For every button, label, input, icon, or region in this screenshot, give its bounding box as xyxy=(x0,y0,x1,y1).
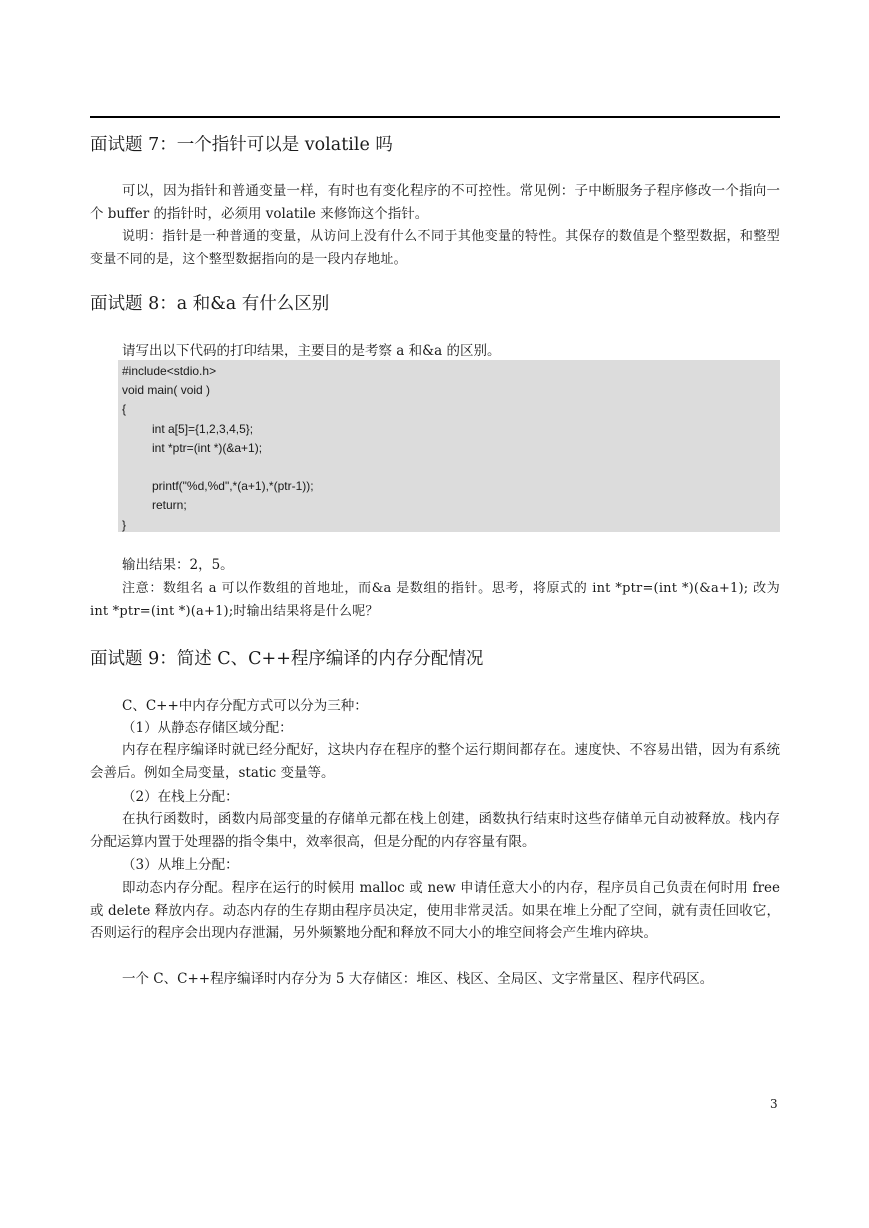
header-rule xyxy=(90,116,780,118)
code-line: { xyxy=(122,402,127,417)
code-line: int a[5]={1,2,3,4,5}; xyxy=(152,421,254,436)
question-9-intro: C、C++中内存分配方式可以分为三种： xyxy=(122,698,368,714)
question-8-title: 面试题 8：a 和&a 有什么区别 xyxy=(90,294,330,314)
section-2-body: 在执行函数时，函数内局部变量的存储单元都在栈上创建，函数执行结束时这些存储单元自动被释放。栈内存分配运算内置于处理器的指令集中，效率很高，但是分配的内存容量有限。 xyxy=(90,811,780,850)
section-2-title: （2）在栈上分配： xyxy=(122,789,239,805)
code-line: void main( void ) xyxy=(122,383,211,398)
question-7-note: 说明：指针是一种普通的变量，从访问上没有什么不同于其他变量的特性。其保存的数值是个整型数据，和整型变量不同的是，这个整型数据指向的是一段内存地址。 xyxy=(90,229,780,267)
question-8-intro: 请写出以下代码的打印结果，主要目的是考察 a 和&a 的区别。 xyxy=(122,343,501,359)
code-block xyxy=(118,360,780,532)
page-number: 3 xyxy=(770,1097,778,1111)
code-blank-line xyxy=(122,458,780,477)
code-line: return; xyxy=(152,498,187,513)
code-line: #include<stdio.h> xyxy=(122,364,217,378)
question-7-title: 面试题 7：一个指针可以是 volatile 吗 xyxy=(90,135,393,155)
question-8-note: 注意：数组名 a 可以作数组的首地址，而&a 是数组的指针。思考，将原式的 int *ptr=(int *)(&a+1); 改为 int *ptr=(int *)(a+1);时输出结果将是什么呢？ xyxy=(90,581,780,619)
section-3-title: （3）从堆上分配： xyxy=(122,857,239,873)
question-8-result: 输出结果：2，5。 xyxy=(122,557,234,573)
section-1-body: 内存在程序编译时就已经分配好，这块内存在程序的整个运行期间都存在。速度快、不容易出错，因为有系统会善后。例如全局变量，static 变量等。 xyxy=(90,742,780,781)
code-line: } xyxy=(122,517,127,532)
question-7-answer: 可以，因为指针和普通变量一样，有时也有变化程序的不可控性。常见例：子中断服务子程序修改一个指向一个 buffer 的指针时，必须用 volatile 来修饰这个指针。 xyxy=(90,183,780,222)
memory-summary: 一个 C、C++程序编译时内存分为 5 大存储区：堆区、栈区、全局区、文字常量区、程序代码区。 xyxy=(122,971,714,987)
section-3-body: 即动态内存分配。程序在运行的时候用 malloc 或 new 申请任意大小的内存，程序员自己负责在何时用 free 或 delete 释放内存。动态内存的生存期由程序员决定，使用非常灵活。如果在堆上分配了空间，就有责任回收它，否则运行的程序会出现内存泄漏，另外频繁地分配和释放不同大小的堆空间将会产生堆内碎块。 xyxy=(90,880,780,941)
section-1-title: （1）从静态存储区域分配： xyxy=(122,720,293,736)
code-line: printf("%d,%d",*(a+1),*(ptr-1)); xyxy=(152,479,314,494)
code-line: int *ptr=(int *)(&a+1); xyxy=(152,440,263,455)
question-9-title: 面试题 9：简述 C、C++程序编译的内存分配情况 xyxy=(90,649,484,669)
